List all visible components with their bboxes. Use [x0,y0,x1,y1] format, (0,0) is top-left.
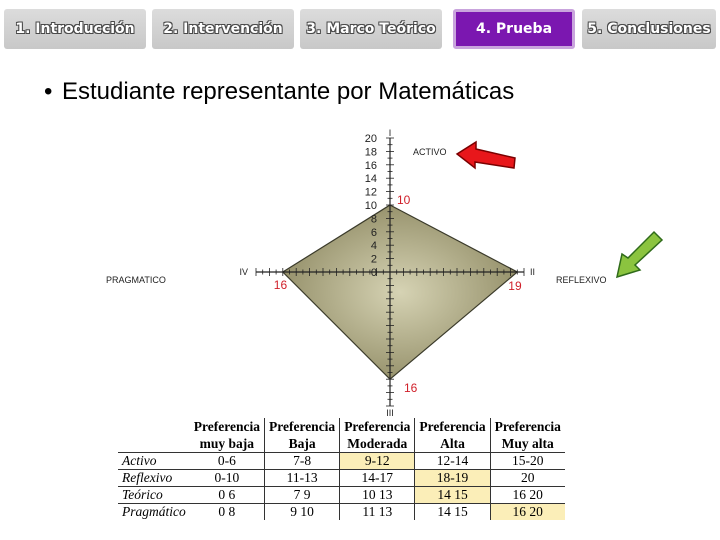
table-row [118,470,565,487]
scale-tick-label: 4 [370,240,377,253]
axis-roman-label: I [388,128,392,138]
scale-tick-label: 8 [370,213,377,226]
tab-prueba[interactable]: 4. Prueba [453,9,575,49]
table-cell: 11-13 [264,470,339,487]
value-label-reflexivo: 19 [508,279,522,293]
table-cell: 15-20 [490,453,565,470]
value-label-activo: 10 [397,193,411,207]
table-cell: 7-8 [264,453,339,470]
preference-table [118,418,565,520]
value-label-pragmatico: 16 [273,278,288,292]
table-row [118,453,565,470]
table-header: Moderada [340,435,415,453]
axis-roman-label: II [530,267,536,277]
table-cell: 11 13 [340,504,415,521]
bullet-label: Estudiante representante por Matemáticas [62,78,515,105]
table-cell: 14-17 [340,470,415,487]
bullet-text: • Estudiante representante por Matemáticas [44,78,515,105]
scale-tick-label: 20 [364,133,377,145]
table-header: Preferencia [340,418,415,435]
table-cell: 16 20 [490,504,565,521]
scale-tick-label: 0 [370,267,377,279]
table-cell: 16 20 [490,487,565,504]
scale-tick-label: 14 [364,173,377,186]
table-cell: 10 13 [340,487,415,504]
table-header: Preferencia [490,418,565,435]
table-row [118,504,565,521]
axis-name-activo: ACTIVO [413,147,447,157]
table-header: Preferencia [193,419,260,434]
scale-tick-label: 6 [370,226,377,239]
tab-marco-teorico[interactable]: 3. Marco Teórico [300,9,442,49]
axis-name-reflexivo: REFLEXIVO [556,275,607,285]
table-row [118,487,565,504]
tab-conclusiones[interactable]: 5. Conclusiones [582,9,716,49]
table-cell: 0-6 [190,453,265,470]
tab-intervencion[interactable]: 2. Intervención [152,9,294,49]
table-header: Baja [264,435,339,453]
table-header: Preferencia [415,418,490,435]
table-cell: 0-10 [190,470,265,487]
table-cell: 14 15 [415,504,490,521]
row-style-name: Teórico [118,487,190,504]
table-header [118,435,190,453]
scale-tick-label: 10 [364,200,377,212]
axis-roman-label: IV [239,267,248,277]
table-header [118,418,190,435]
scale-tick-label: 2 [370,253,377,266]
axis-roman-label: III [386,408,394,418]
value-label-teorico: 16 [404,381,418,396]
green-arrow-icon [617,232,662,277]
row-style-name: Pragmático [118,504,190,521]
table-cell: 20 [490,470,565,487]
row-style-name: Activo [118,453,190,470]
table-header: muy baja [199,436,255,451]
table-cell: 12-14 [415,453,490,470]
table-header: Preferencia [264,418,339,435]
scale-tick-label: 12 [364,186,377,199]
table-cell: 18-19 [415,470,490,487]
row-style-name: Reflexivo [118,470,190,487]
table-header: Alta [415,435,490,453]
scale-tick-label: 18 [364,146,377,159]
table-cell: 0 6 [190,487,265,504]
table-cell: 9 10 [264,504,339,521]
table-cell: 7 9 [264,487,339,504]
axis-name-pragmatico: PRAGMATICO [106,275,166,285]
table-cell: 9-12 [340,453,415,470]
table-cell: 0 8 [190,504,265,521]
tab-introduccion[interactable]: 1. Introducción [4,9,146,49]
scale-tick-label: 16 [364,159,377,172]
table-header: Muy alta [490,435,565,453]
table-cell: 14 15 [415,487,490,504]
